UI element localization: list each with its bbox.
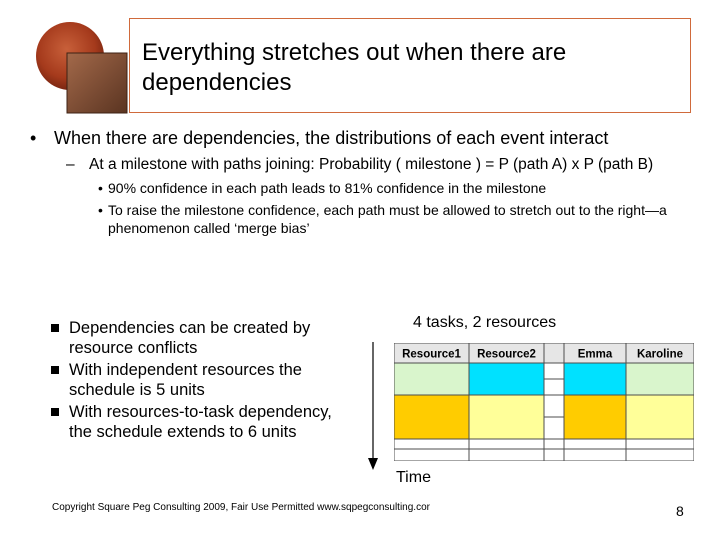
page-title: Everything stretches out when there are dependencies — [142, 39, 567, 96]
dependency-notes — [50, 318, 350, 444]
header-label: Resource2 — [477, 348, 536, 361]
schedule-block — [626, 439, 694, 461]
time-step-cell — [544, 449, 564, 461]
bullet-sub-text: At a milestone with paths joining: Probability ( milestone ) = P (path A) x P (path B) — [89, 156, 654, 173]
square-bullet-icon — [51, 408, 59, 416]
time-step-cell — [544, 379, 564, 395]
header-label: Karoline — [636, 348, 684, 361]
bullet-subsub-2 — [30, 201, 720, 237]
header-label: Emma — [577, 348, 613, 361]
time-step-cell — [544, 439, 564, 449]
time-step-cell — [544, 417, 564, 439]
header-label: Resource1 — [402, 348, 461, 361]
note-text: With resources-to-task dependency, the schedule extends to 6 units — [69, 403, 332, 441]
schedule-block — [626, 395, 694, 439]
schedule-block — [394, 439, 469, 461]
time-arrow-icon — [366, 342, 380, 470]
bullet-list — [30, 128, 720, 237]
logo-square — [67, 53, 127, 113]
note-item — [50, 318, 350, 358]
bullet-marker: • — [98, 202, 103, 218]
note-item — [50, 402, 350, 442]
dash-marker: – — [66, 156, 75, 173]
bullet-subsub-1 — [30, 179, 720, 197]
schedule-block — [394, 363, 469, 395]
schedule-block — [469, 395, 544, 439]
schedule-block — [564, 395, 626, 439]
header-cell — [544, 343, 564, 363]
copyright-footer: Copyright Square Peg Consulting 2009, Fair Use Permitted www.sqpegconsulting.cor — [52, 502, 430, 513]
note-text: Dependencies can be created by resource conflicts — [69, 319, 311, 357]
time-label: Time — [396, 469, 431, 486]
page-number: 8 — [676, 503, 684, 519]
bullet-subsub-text: 90% confidence in each path leads to 81% confidence in the milestone — [108, 180, 547, 196]
schedule-block — [564, 439, 626, 461]
schedule-block — [394, 395, 469, 439]
bullet-subsub-text: To raise the milestone confidence, each path must be allowed to stretch out to the right—a phenomenon called ‘merge bias’ — [108, 202, 667, 236]
square-bullet-icon — [51, 366, 59, 374]
schedule-grid — [394, 343, 694, 461]
note-text: With independent resources the schedule is 5 units — [69, 361, 302, 399]
schedule-block — [469, 439, 544, 461]
note-item — [50, 360, 350, 400]
bullet-sub — [30, 155, 720, 175]
time-step-cell — [544, 363, 564, 379]
schedule-block — [626, 363, 694, 395]
square-peg-logo — [34, 18, 132, 116]
schedule-caption: 4 tasks, 2 resources — [413, 314, 557, 331]
schedule-block — [469, 363, 544, 395]
bullet-marker: • — [98, 180, 103, 196]
bullet-main: • When there are dependencies, the distributions of each event interact — [30, 128, 720, 149]
schedule-block — [564, 363, 626, 395]
square-bullet-icon — [51, 324, 59, 332]
time-step-cell — [544, 395, 564, 417]
